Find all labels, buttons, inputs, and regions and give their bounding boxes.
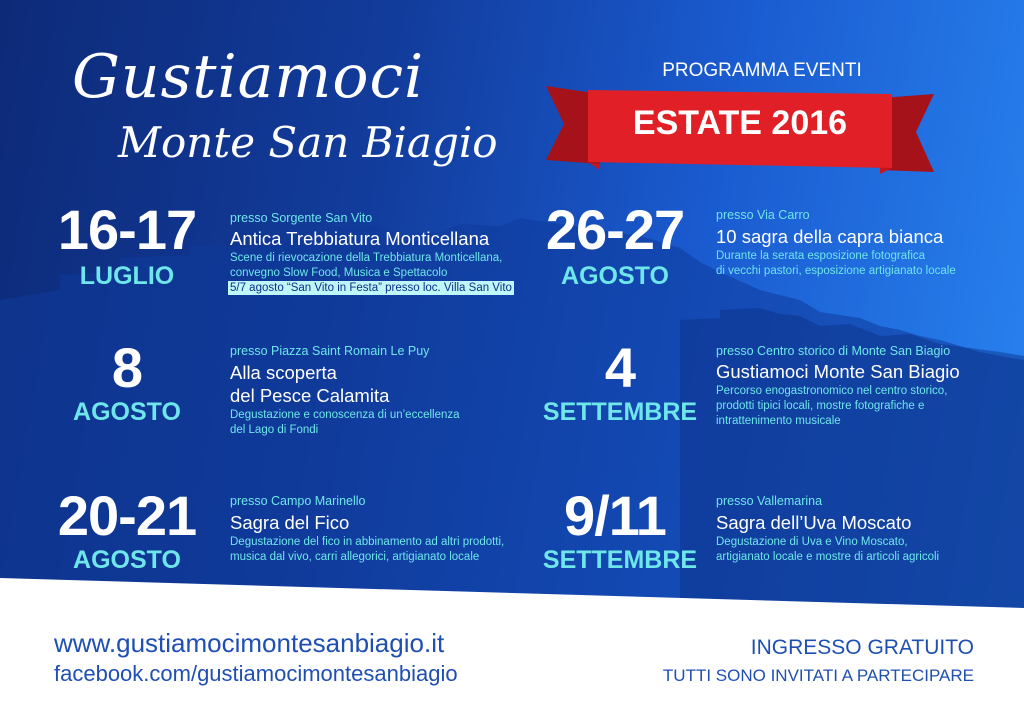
- event-venue: presso Vallemarina: [716, 494, 823, 508]
- event-venue: presso Piazza Saint Romain Le Puy: [230, 344, 430, 358]
- invitation-text: TUTTI SONO INVITATI A PARTECIPARE: [662, 666, 974, 685]
- event-venue: presso Centro storico di Monte San Biagio: [716, 344, 951, 358]
- event-title: Sagra del Fico: [230, 512, 350, 533]
- event-date: 20-21: [57, 484, 197, 547]
- event-month: LUGLIO: [79, 262, 175, 290]
- poster-subtitle: Monte San Biagio: [118, 118, 498, 167]
- event-description: Scene di rievocazione della Trebbiatura Monticellana,: [230, 252, 503, 264]
- event-date: 26-27: [545, 198, 685, 261]
- season-title: ESTATE 2016: [632, 104, 848, 142]
- event-venue: presso Sorgente San Vito: [230, 211, 373, 225]
- event-title: 10 sagra della capra bianca: [716, 226, 944, 247]
- programma-eventi-label: PROGRAMMA EVENTI: [662, 60, 862, 81]
- event-description: del Lago di Fondi: [230, 424, 319, 436]
- facebook-url: facebook.com/gustiamocimontesanbiagio: [54, 661, 458, 686]
- website-url: www.gustiamocimontesanbiagio.it: [54, 628, 445, 658]
- event-description: artigianato locale e mostre di articoli agricoli: [716, 551, 940, 563]
- event-description: Degustazione e conoscenza di un’eccellenza: [230, 409, 460, 421]
- event-month: SETTEMBRE: [542, 546, 698, 574]
- event-date: 16-17: [57, 198, 197, 261]
- event-month: AGOSTO: [73, 398, 181, 426]
- event-description: Degustazione di Uva e Vino Moscato,: [716, 536, 908, 548]
- event-description: Durante la serata esposizione fotografica: [716, 250, 926, 262]
- event-title: Gustiamoci Monte San Biagio: [716, 361, 960, 382]
- event-note-highlight: 5/7 agosto “San Vito in Festa” presso loc. Villa San Vito: [230, 282, 512, 294]
- event-description: prodotti tipici locali, mostre fotografiche e: [716, 400, 925, 412]
- event-description: Percorso enogastronomico nel centro storico,: [716, 385, 948, 397]
- event-month: AGOSTO: [561, 262, 669, 290]
- event-date: 8: [111, 336, 143, 399]
- event-title: Alla scoperta: [230, 362, 337, 383]
- event-description: Degustazione del fico in abbinamento ad altri prodotti,: [230, 536, 505, 548]
- poster-title: Gustiamoci: [72, 42, 425, 112]
- event-month: SETTEMBRE: [542, 398, 698, 426]
- event-title-line2: del Pesce Calamita: [230, 385, 390, 406]
- event-title: Antica Trebbiatura Monticellana: [230, 228, 490, 249]
- event-venue: presso Via Carro: [716, 208, 810, 222]
- event-description: convegno Slow Food, Musica e Spettacolo: [230, 267, 448, 279]
- event-date: 9/11: [564, 484, 666, 547]
- event-description: di vecchi pastori, esposizione artigianato locale: [716, 265, 956, 277]
- event-date: 4: [604, 336, 636, 399]
- event-description: intrattenimento musicale: [716, 415, 841, 427]
- event-month: AGOSTO: [73, 546, 181, 574]
- ingresso-gratuito: INGRESSO GRATUITO: [750, 636, 974, 659]
- event-venue: presso Campo Marinello: [230, 494, 366, 508]
- event-description: musica dal vivo, carri allegorici, artigianato locale: [230, 551, 480, 563]
- event-title: Sagra dell’Uva Moscato: [716, 512, 912, 533]
